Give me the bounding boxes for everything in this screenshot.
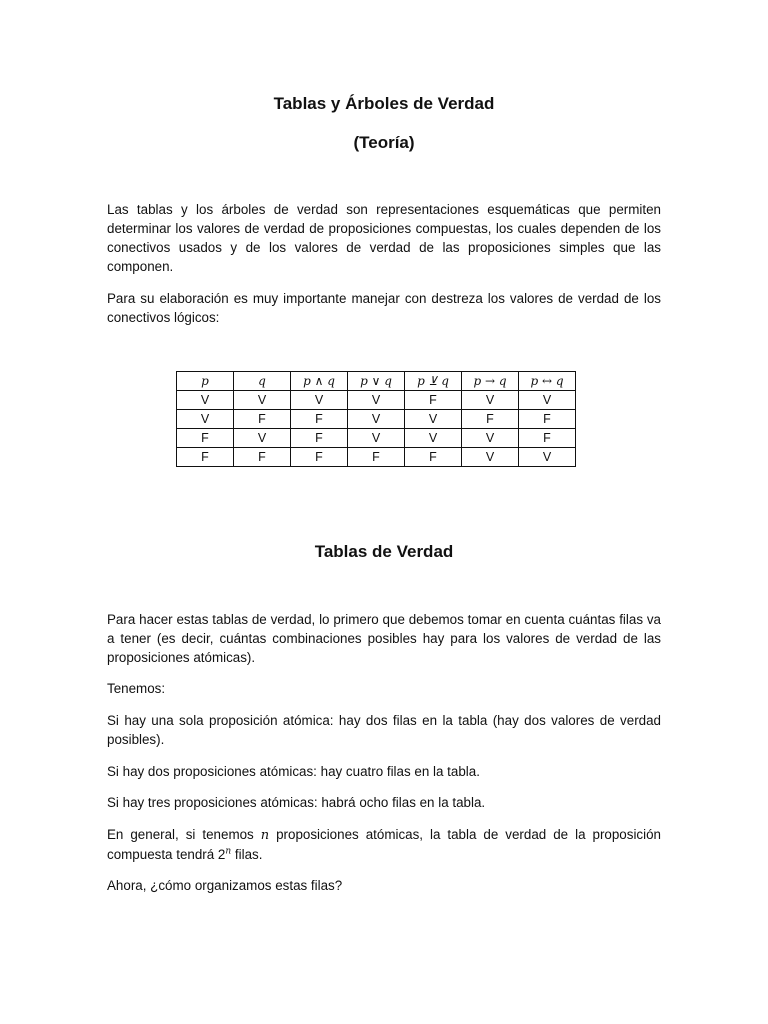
power-base: 2	[217, 847, 226, 862]
table-cell: V	[462, 429, 519, 448]
table-cell: F	[291, 410, 348, 429]
one-atomic-paragraph: Si hay una sola proposición atómica: hay dos filas en la tabla (hay dos valores de verdad posibles).	[107, 713, 661, 747]
table-row	[177, 429, 576, 448]
intro-paragraph: Las tablas y los árboles de verdad son representaciones esquemáticas que permiten determinar los valores de verdad de proposiciones compuestas, los cuales dependen de los conectivos usados y de los valores de verdad de las proposiciones simples que las componen.	[107, 202, 661, 274]
general-text-after: filas.	[231, 847, 263, 862]
table-row	[177, 448, 576, 467]
table-cell: F	[462, 410, 519, 429]
table-cell: V	[348, 410, 405, 429]
table-cell: F	[348, 448, 405, 467]
table-cell: V	[405, 410, 462, 429]
table-cell: F	[234, 410, 291, 429]
table-row	[177, 410, 576, 429]
table-cell: F	[177, 448, 234, 467]
table-cell: V	[462, 391, 519, 410]
document-subtitle: (Teoría)	[353, 133, 415, 152]
table-cell: F	[234, 448, 291, 467]
variable-n: n	[260, 828, 270, 843]
rows-paragraph: Para hacer estas tablas de verdad, lo primero que debemos tomar en cuenta cuántas filas va a tener (es decir, cuántas combinaciones posibles hay para los valores de verdad de las proposiciones atómicas).	[107, 612, 661, 665]
two-atomic-paragraph: Si hay dos proposiciones atómicas: hay cuatro filas en la tabla.	[107, 764, 480, 779]
truth-table	[176, 371, 576, 467]
elaboration-paragraph: Para su elaboración es muy importante manejar con destreza los valores de verdad de los conectivos lógicos:	[107, 291, 661, 325]
document-title: Tablas y Árboles de Verdad	[273, 94, 495, 113]
table-cell: V	[177, 391, 234, 410]
table-cell: V	[177, 410, 234, 429]
table-cell: F	[405, 448, 462, 467]
general-paragraph	[107, 825, 661, 864]
table-cell: V	[405, 429, 462, 448]
section-title: Tablas de Verdad	[314, 542, 454, 561]
truth-table-header-row	[177, 372, 576, 391]
header-disjunction: p ∨ q	[348, 372, 405, 391]
table-cell: F	[519, 410, 576, 429]
general-text-before: En general, si tenemos	[107, 827, 261, 842]
general-text-middle: proposiciones atómicas, la tabla de verdad de la proposición compuesta tendrá	[107, 827, 661, 862]
table-cell: V	[234, 391, 291, 410]
table-cell: V	[519, 448, 576, 467]
table-cell: V	[348, 391, 405, 410]
power-exponent: n	[225, 846, 232, 857]
three-atomic-paragraph: Si hay tres proposiciones atómicas: habrá ocho filas en la tabla.	[107, 795, 486, 810]
table-cell: V	[462, 448, 519, 467]
header-conjunction: p ∧ q	[291, 372, 348, 391]
tenemos-paragraph: Tenemos:	[107, 681, 166, 696]
table-cell: F	[519, 429, 576, 448]
header-biconditional: p ↔ q	[519, 372, 576, 391]
table-row	[177, 391, 576, 410]
header-q: q	[234, 372, 291, 391]
table-cell: V	[291, 391, 348, 410]
table-cell: F	[405, 391, 462, 410]
question-paragraph: Ahora, ¿cómo organizamos estas filas?	[107, 878, 343, 893]
header-conditional: p → q	[462, 372, 519, 391]
header-p: p	[177, 372, 234, 391]
table-cell: F	[177, 429, 234, 448]
table-cell: V	[348, 429, 405, 448]
table-cell: V	[234, 429, 291, 448]
table-cell: F	[291, 429, 348, 448]
table-cell: V	[519, 391, 576, 410]
header-exclusive-disjunction: p ⊻ q	[405, 372, 462, 391]
table-cell: F	[291, 448, 348, 467]
